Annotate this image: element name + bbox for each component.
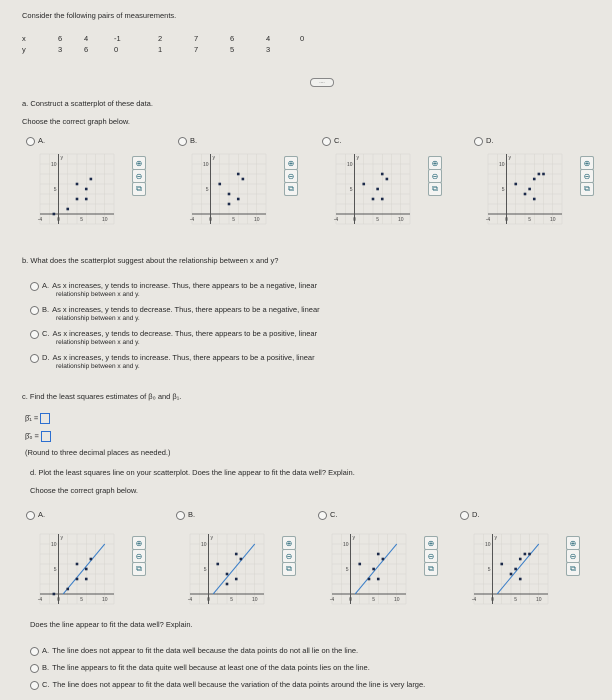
data-point — [76, 563, 79, 566]
option-label: B. — [190, 136, 198, 145]
y-tick-label: 5 — [205, 187, 209, 193]
radio-button[interactable] — [178, 137, 187, 146]
data-point — [66, 208, 69, 211]
x-tick-label: 5 — [528, 217, 532, 223]
zoom-out-icon[interactable]: ⊖ — [424, 549, 438, 563]
y-tick-label: 5 — [53, 567, 57, 573]
least-squares-line — [355, 544, 397, 594]
part-a-graph-svg — [332, 148, 414, 230]
open-window-icon[interactable]: ⧉ — [428, 182, 442, 196]
data-point — [377, 578, 380, 581]
zoom-in-icon[interactable]: ⊕ — [566, 536, 580, 550]
x-tick-label: 10 — [101, 597, 108, 603]
beta0-row — [25, 431, 51, 442]
radio-button[interactable] — [30, 306, 39, 315]
y-tick-label: 10 — [202, 162, 209, 168]
data-point — [386, 178, 389, 181]
data-point — [519, 558, 522, 561]
open-window-icon[interactable]: ⧉ — [282, 562, 296, 576]
part-a-option-c[interactable] — [322, 136, 342, 146]
y-axis-label: y — [60, 155, 63, 161]
y-value-cell: 3 — [58, 45, 63, 54]
zoom-out-icon[interactable]: ⊖ — [132, 549, 146, 563]
radio-button[interactable] — [474, 137, 483, 146]
option-label: C. — [42, 329, 50, 338]
data-point — [66, 588, 69, 591]
x-tick-label: 0 — [353, 217, 356, 223]
part-d-graph-2 — [328, 528, 435, 610]
x-tick-label: 5 — [514, 597, 518, 603]
radio-button[interactable] — [176, 511, 185, 520]
part-d-option-b[interactable] — [176, 510, 195, 520]
y-axis-label: y — [352, 535, 355, 541]
data-point — [514, 568, 517, 571]
zoom-in-icon[interactable]: ⊕ — [424, 536, 438, 550]
x-value-cell: 4 — [266, 34, 271, 43]
data-point — [372, 198, 375, 201]
x-tick-label: 5 — [80, 597, 84, 603]
zoom-out-icon[interactable]: ⊖ — [580, 169, 594, 183]
data-point — [377, 553, 380, 556]
x-tick-label: 10 — [101, 217, 108, 223]
part-c-prompt: c. Find the least squares estimates of β₀ and β₁. — [22, 392, 182, 401]
radio-button[interactable] — [30, 681, 39, 690]
x-tick-label: 5 — [230, 597, 234, 603]
y-tick-label: 5 — [349, 187, 353, 193]
data-point — [237, 173, 240, 176]
data-point — [235, 553, 238, 556]
part-a-option-b[interactable] — [178, 136, 197, 146]
x-tick-label: -4 — [329, 597, 335, 603]
part-a-option-a[interactable] — [26, 136, 45, 146]
zoom-in-icon[interactable]: ⊕ — [580, 156, 594, 170]
data-point — [90, 178, 93, 181]
part-d-instruction: Choose the correct graph below. — [30, 486, 138, 495]
data-point — [381, 198, 384, 201]
x-tick-label: 5 — [372, 597, 376, 603]
open-window-icon[interactable]: ⧉ — [566, 562, 580, 576]
x-tick-label: -4 — [471, 597, 477, 603]
x-tick-label: -4 — [37, 217, 43, 223]
part-d-graph-svg — [328, 528, 410, 610]
x-tick-label: 10 — [549, 217, 556, 223]
option-text-line2: relationship between x and y. — [56, 315, 140, 322]
data-point — [533, 198, 536, 201]
radio-button[interactable] — [30, 647, 39, 656]
y-axis-label: y — [356, 155, 359, 161]
radio-button[interactable] — [460, 511, 469, 520]
x-tick-label: -4 — [485, 217, 491, 223]
data-point — [538, 173, 541, 176]
least-squares-line — [63, 544, 105, 594]
x-row-label: x — [22, 34, 26, 43]
y-axis-label: y — [508, 155, 511, 161]
data-point — [376, 188, 379, 191]
x-tick-label: 0 — [209, 217, 212, 223]
zoom-out-icon[interactable]: ⊖ — [282, 549, 296, 563]
y-tick-label: 5 — [487, 567, 491, 573]
x-tick-label: 5 — [80, 217, 84, 223]
radio-button[interactable] — [30, 282, 39, 291]
part-a-graph-2 — [332, 148, 439, 230]
data-point — [382, 558, 385, 561]
data-point — [514, 183, 517, 186]
option-label: D. — [486, 136, 494, 145]
data-point — [53, 593, 56, 596]
x-tick-label: 0 — [207, 597, 210, 603]
data-point — [519, 578, 522, 581]
y-value-cell: 1 — [158, 45, 163, 54]
option-text: As x increases, y tends to decrease. Thus, there appears to be a positive, linear — [52, 329, 318, 338]
x-tick-label: 0 — [505, 217, 508, 223]
y-axis-label: y — [210, 535, 213, 541]
option-text: As x increases, y tends to increase. Thus, there appears to be a negative, linear — [52, 281, 318, 290]
data-point — [528, 188, 531, 191]
part-d-graph-svg — [36, 528, 118, 610]
y-value-cell: 7 — [194, 45, 199, 54]
part-b-option-c[interactable] — [30, 329, 317, 339]
option-label: C. — [42, 680, 50, 689]
part-a-option-d[interactable] — [474, 136, 494, 146]
x-tick-label: 0 — [57, 597, 60, 603]
data-point — [524, 193, 527, 196]
x-tick-label: 10 — [535, 597, 542, 603]
option-label: D. — [42, 353, 50, 362]
open-window-icon[interactable]: ⧉ — [284, 182, 298, 196]
zoom-out-icon[interactable]: ⊖ — [132, 169, 146, 183]
y-tick-label: 5 — [203, 567, 207, 573]
radio-button[interactable] — [26, 137, 35, 146]
y-row-label: y — [22, 45, 26, 54]
option-text: The line does not appear to fit the data well because the data points do not all lie on the line. — [52, 646, 359, 655]
x-tick-label: -4 — [189, 217, 195, 223]
x-tick-label: 5 — [232, 217, 236, 223]
data-point — [235, 578, 238, 581]
fit-question: Does the line appear to fit the data well? Explain. — [30, 620, 193, 629]
fit-option-c[interactable] — [30, 680, 425, 690]
x-value-cell: 2 — [158, 34, 163, 43]
zoom-in-icon[interactable]: ⊕ — [284, 156, 298, 170]
option-label: A. — [38, 136, 46, 145]
fit-option-a[interactable] — [30, 646, 358, 656]
x-tick-label: -4 — [187, 597, 193, 603]
collapse-divider-button[interactable]: .... — [310, 78, 334, 87]
radio-button[interactable] — [30, 664, 39, 673]
part-a-instruction: Choose the correct graph below. — [22, 117, 130, 126]
y-tick-label: 10 — [484, 542, 491, 548]
part-d-graph-svg — [186, 528, 268, 610]
part-a-graph-svg — [484, 148, 566, 230]
open-window-icon[interactable]: ⧉ — [132, 182, 146, 196]
data-point — [76, 198, 79, 201]
data-point — [226, 573, 229, 576]
data-point — [76, 578, 79, 581]
part-b-option-a[interactable] — [30, 281, 317, 291]
part-d-graph-0 — [36, 528, 143, 610]
data-point — [85, 578, 88, 581]
data-point — [542, 173, 545, 176]
part-b-prompt: b. What does the scatterplot suggest about the relationship between x and y? — [22, 256, 279, 265]
x-value-cell: 6 — [58, 34, 63, 43]
data-table — [22, 34, 342, 64]
zoom-out-icon[interactable]: ⊖ — [566, 549, 580, 563]
option-label: A. — [42, 646, 50, 655]
data-point — [358, 563, 361, 566]
option-text: As x increases, y tends to decrease. Thus, there appears to be a negative, linear — [52, 305, 320, 314]
data-point — [372, 568, 375, 571]
data-point — [226, 583, 229, 586]
part-a-graph-1 — [188, 148, 295, 230]
data-point — [85, 188, 88, 191]
data-point — [242, 178, 245, 181]
rounding-note: (Round to three decimal places as needed.) — [25, 448, 171, 457]
x-value-cell: 4 — [84, 34, 89, 43]
option-text: The line appears to fit the data quite well because at least one of the data points lies on the line. — [52, 663, 370, 672]
part-d-prompt: d. Plot the least squares line on your scatterplot. Does the line appear to fit the data well? Explain. — [30, 468, 355, 477]
zoom-out-icon[interactable]: ⊖ — [284, 169, 298, 183]
open-window-icon[interactable]: ⧉ — [424, 562, 438, 576]
y-value-cell: 0 — [114, 45, 119, 54]
x-tick-label: 10 — [253, 217, 260, 223]
y-tick-label: 5 — [53, 187, 57, 193]
option-label: D. — [472, 510, 480, 519]
beta0-label: β̂₀ = — [25, 431, 39, 441]
data-point — [53, 213, 56, 216]
radio-button[interactable] — [30, 354, 39, 363]
y-axis-label: y — [60, 535, 63, 541]
open-window-icon[interactable]: ⧉ — [132, 562, 146, 576]
zoom-in-icon[interactable]: ⊕ — [428, 156, 442, 170]
option-text-line2: relationship between x and y. — [56, 291, 140, 298]
data-point — [528, 553, 531, 556]
data-point — [362, 183, 365, 186]
y-tick-label: 10 — [498, 162, 505, 168]
part-a-graph-3 — [484, 148, 591, 230]
part-a-prompt: a. Construct a scatterplot of these data. — [22, 99, 153, 108]
data-point — [237, 198, 240, 201]
y-tick-label: 5 — [501, 187, 505, 193]
data-point — [228, 203, 231, 206]
x-tick-label: -4 — [333, 217, 339, 223]
data-point — [85, 198, 88, 201]
x-tick-label: 10 — [393, 597, 400, 603]
y-axis-label: y — [212, 155, 215, 161]
y-axis-label: y — [494, 535, 497, 541]
option-label: B. — [42, 663, 50, 672]
option-text-line2: relationship between x and y. — [56, 339, 140, 346]
part-a-graph-svg — [188, 148, 270, 230]
x-tick-label: 0 — [491, 597, 494, 603]
part-b-option-b[interactable] — [30, 305, 320, 315]
part-a-graph-svg — [36, 148, 118, 230]
option-label: A. — [38, 510, 46, 519]
part-d-option-c[interactable] — [318, 510, 338, 520]
y-tick-label: 5 — [345, 567, 349, 573]
data-point — [216, 563, 219, 566]
x-tick-label: 10 — [251, 597, 258, 603]
option-text: As x increases, y tends to increase. Thus, there appears to be a positive, linear — [52, 353, 315, 362]
data-point — [85, 568, 88, 571]
open-window-icon[interactable]: ⧉ — [580, 182, 594, 196]
y-value-cell: 5 — [230, 45, 235, 54]
x-tick-label: 10 — [397, 217, 404, 223]
radio-button[interactable] — [318, 511, 327, 520]
x-value-cell: 0 — [300, 34, 305, 43]
data-point — [524, 553, 527, 556]
data-point — [228, 193, 231, 196]
beta0-input[interactable] — [41, 431, 51, 442]
option-label: B. — [42, 305, 50, 314]
radio-button[interactable] — [322, 137, 331, 146]
y-value-cell: 6 — [84, 45, 89, 54]
part-d-option-a[interactable] — [26, 510, 45, 520]
data-point — [510, 573, 513, 576]
zoom-out-icon[interactable]: ⊖ — [428, 169, 442, 183]
data-point — [368, 578, 371, 581]
y-tick-label: 10 — [50, 162, 57, 168]
data-point — [381, 173, 384, 176]
y-value-cell: 3 — [266, 45, 271, 54]
part-d-graph-svg — [470, 528, 552, 610]
part-d-option-d[interactable] — [460, 510, 480, 520]
beta1-label: β̂₁ = — [25, 413, 39, 423]
question-title: Consider the following pairs of measurements. — [22, 11, 177, 20]
x-tick-label: 0 — [57, 217, 60, 223]
option-label: B. — [188, 510, 196, 519]
option-label: A. — [42, 281, 50, 290]
data-point — [500, 563, 503, 566]
least-squares-line — [213, 544, 255, 594]
option-text-line2: relationship between x and y. — [56, 363, 140, 370]
option-label: C. — [330, 510, 338, 519]
data-point — [76, 183, 79, 186]
fit-option-b[interactable] — [30, 663, 370, 673]
y-tick-label: 10 — [50, 542, 57, 548]
x-value-cell: -1 — [114, 34, 121, 43]
part-b-option-d[interactable] — [30, 353, 315, 363]
data-point — [218, 183, 221, 186]
data-point — [533, 178, 536, 181]
part-d-graph-3 — [470, 528, 577, 610]
y-tick-label: 10 — [342, 542, 349, 548]
part-d-graph-1 — [186, 528, 293, 610]
data-point — [240, 558, 243, 561]
radio-button[interactable] — [30, 330, 39, 339]
y-tick-label: 10 — [346, 162, 353, 168]
option-text: The line does not appear to fit the data well because the variation of the data points around the line is very large. — [52, 680, 426, 689]
x-tick-label: 5 — [376, 217, 380, 223]
x-value-cell: 6 — [230, 34, 235, 43]
option-label: C. — [334, 136, 342, 145]
radio-button[interactable] — [26, 511, 35, 520]
beta1-input[interactable] — [40, 413, 50, 424]
zoom-in-icon[interactable]: ⊕ — [132, 536, 146, 550]
x-tick-label: 0 — [349, 597, 352, 603]
x-value-cell: 7 — [194, 34, 199, 43]
zoom-in-icon[interactable]: ⊕ — [282, 536, 296, 550]
y-tick-label: 10 — [200, 542, 207, 548]
x-tick-label: -4 — [37, 597, 43, 603]
part-a-graph-0 — [36, 148, 143, 230]
data-point — [90, 558, 93, 561]
least-squares-line — [497, 544, 539, 594]
zoom-in-icon[interactable]: ⊕ — [132, 156, 146, 170]
beta1-row — [25, 413, 50, 424]
